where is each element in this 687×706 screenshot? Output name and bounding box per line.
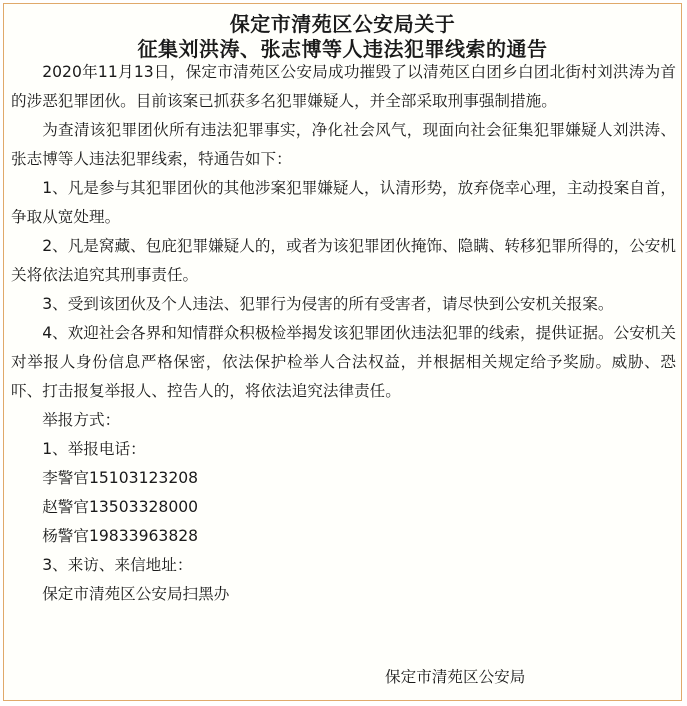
contact-yang: 杨警官19833963828	[42, 527, 199, 545]
paragraph-item-1: 1、凡是参与其犯罪团伙的其他涉案犯罪嫌疑人，认清形势，放弃侥幸心理，主动投案自首，争取从宽处理。	[11, 179, 676, 226]
contact-li: 李警官15103123208	[42, 469, 199, 487]
report-methods-heading: 举报方式：	[42, 411, 121, 429]
issuer-signature: 保定市清苑区公安局	[385, 668, 526, 686]
notice-body	[11, 58, 676, 609]
notice-title-line1: 保定市清苑区公安局关于	[229, 12, 456, 36]
paragraph-purpose: 为查清该犯罪团伙所有违法犯罪事实，净化社会风气，现面向社会征集犯罪嫌疑人刘洪涛、张志博等人违法犯罪线索，特通告如下：	[11, 121, 676, 168]
paragraph-item-4: 4、欢迎社会各界和知情群众积极检举揭发该犯罪团伙违法犯罪的线索，提供证据。公安机关对举报人身份信息严格保密，依法保护检举人合法权益，并根据相关规定给予奖励。威胁、恐吓、打击报复举报人、控告人的，将依法追究法律责任。	[11, 324, 676, 400]
paragraph-item-2: 2、凡是窝藏、包庇犯罪嫌疑人的，或者为该犯罪团伙掩饰、隐瞒、转移犯罪所得的，公安机关将依法追究其刑事责任。	[11, 237, 676, 284]
notice-title-line2: 征集刘洪涛、张志博等人违法犯罪线索的通告	[137, 37, 548, 61]
contact-zhao: 赵警官13503328000	[42, 498, 199, 516]
report-visit-heading: 3、来访、来信地址：	[42, 556, 193, 574]
paragraph-case-summary: 2020年11月13日，保定市清苑区公安局成功摧毁了以清苑区白团乡白团北街村刘洪涛为首的涉恶犯罪团伙。目前该案已抓获多名犯罪嫌疑人，并全部采取刑事强制措施。	[11, 63, 676, 110]
report-address: 保定市清苑区公安局扫黑办	[42, 585, 230, 603]
paragraph-item-3: 3、受到该团伙及个人违法、犯罪行为侵害的所有受害者，请尽快到公安机关报案。	[42, 295, 614, 313]
report-phone-heading: 1、举报电话：	[42, 440, 146, 458]
